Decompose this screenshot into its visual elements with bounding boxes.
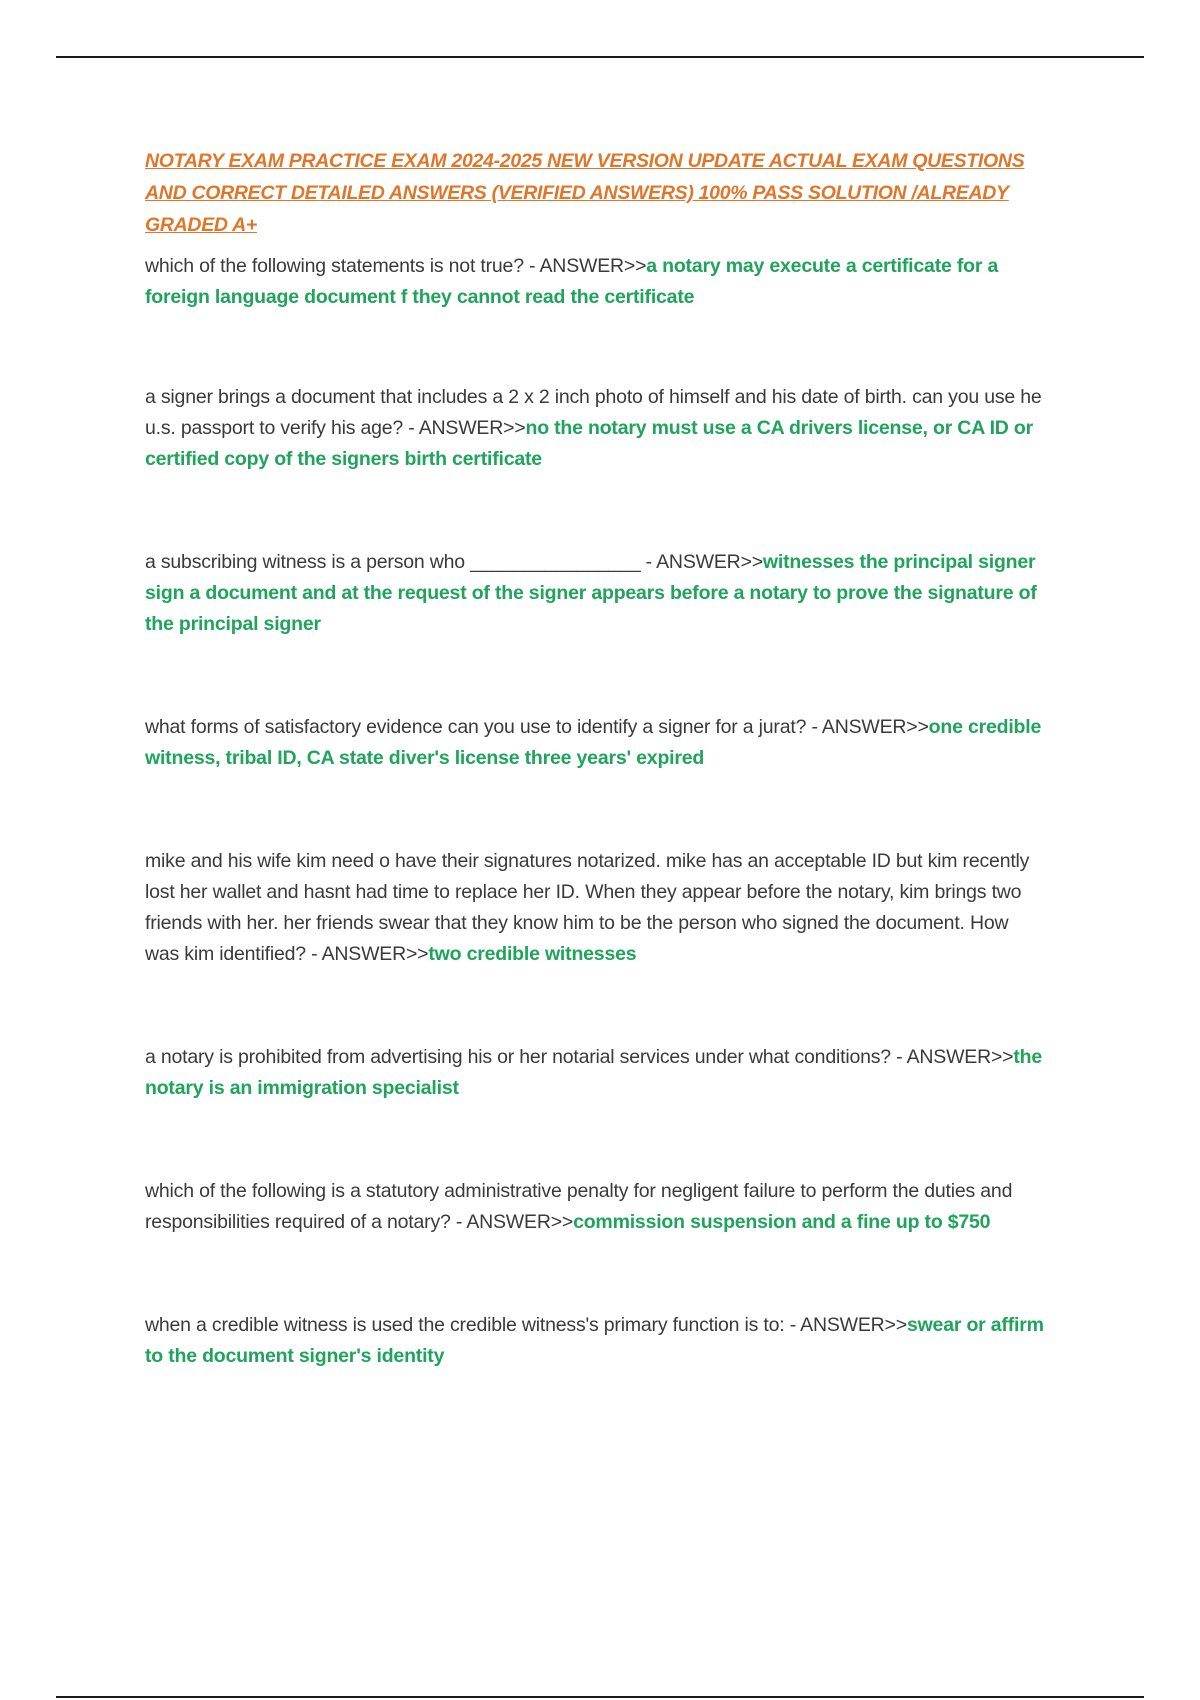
question-text: when a credible witness is used the credible witness's primary function is to: -: [145, 1314, 801, 1336]
answer-prefix: ANSWER>>: [539, 255, 647, 277]
question-text: what forms of satisfactory evidence can you use to identify a signer for a jurat? -: [145, 716, 822, 738]
qa-item: [145, 1310, 1045, 1372]
answer-text: a notary may execute a certificate for a foreign language document f they cannot read the certificate: [145, 255, 999, 308]
question-text: which of the following is a statutory administrative penalty for negligent failure to perform the duties and responsibilities required of a notary? -: [145, 1180, 1013, 1233]
answer-text: no the notary must use a CA drivers license, or CA ID or certified copy of the signers birth certificate: [145, 417, 1033, 470]
qa-item: [145, 382, 1045, 475]
answer-text: the notary is an immigration specialist: [145, 1046, 1043, 1099]
qa-item: [145, 251, 1045, 313]
question-text: which of the following statements is not true? -: [145, 255, 540, 277]
answer-text: commission suspension and a fine up to $750: [573, 1211, 991, 1233]
answer-text: one credible witness, tribal ID, CA state diver's license three years' expired: [145, 716, 1042, 769]
question-text: a notary is prohibited from advertising his or her notarial services under what conditions? -: [145, 1046, 907, 1068]
document-body: [145, 145, 1045, 1372]
answer-prefix: ANSWER>>: [466, 1211, 574, 1233]
qa-item: [145, 846, 1045, 970]
answer-text: two credible witnesses: [428, 943, 637, 965]
top-rule: [56, 56, 1144, 58]
qa-item: [145, 1042, 1045, 1104]
answer-prefix: ANSWER>>: [906, 1046, 1014, 1068]
answer-prefix: ANSWER>>: [656, 551, 763, 573]
answer-text: swear or affirm to the document signer's identity: [145, 1314, 1044, 1367]
question-text: a subscribing witness is a person who ________________ -: [145, 551, 657, 573]
qa-item: [145, 547, 1045, 640]
document-title: NOTARY EXAM PRACTICE EXAM 2024-2025 NEW VERSION UPDATE ACTUAL EXAM QUESTIONS AND CORRECT DETAILED ANSWERS (VERIFIED ANSWERS) 100% PASS SOLUTION /ALREADY GRADED A+: [145, 150, 1025, 236]
answer-prefix: ANSWER>>: [418, 417, 526, 439]
answer-prefix: ANSWER>>: [800, 1314, 907, 1336]
qa-item: [145, 1176, 1045, 1238]
answer-prefix: ANSWER>>: [321, 943, 429, 965]
answer-text: witnesses the principal signer sign a document and at the request of the signer appears before a notary to prove the signature of the principal signer: [145, 551, 1037, 635]
question-text: mike and his wife kim need o have their signatures notarized. mike has an acceptable ID but kim recently lost her wallet and hasnt had time to replace her ID. When they appear before the notary, kim brings two friends with her. her friends swear that they know him to be the person who signed the document. How was kim identified? -: [145, 850, 1030, 965]
answer-prefix: ANSWER>>: [821, 716, 929, 738]
qa-item: [145, 712, 1045, 774]
question-text: a signer brings a document that includes a 2 x 2 inch photo of himself and his date of birth. can you use he u.s. passport to verify his age? -: [145, 386, 1042, 439]
bottom-rule: [56, 1696, 1144, 1698]
